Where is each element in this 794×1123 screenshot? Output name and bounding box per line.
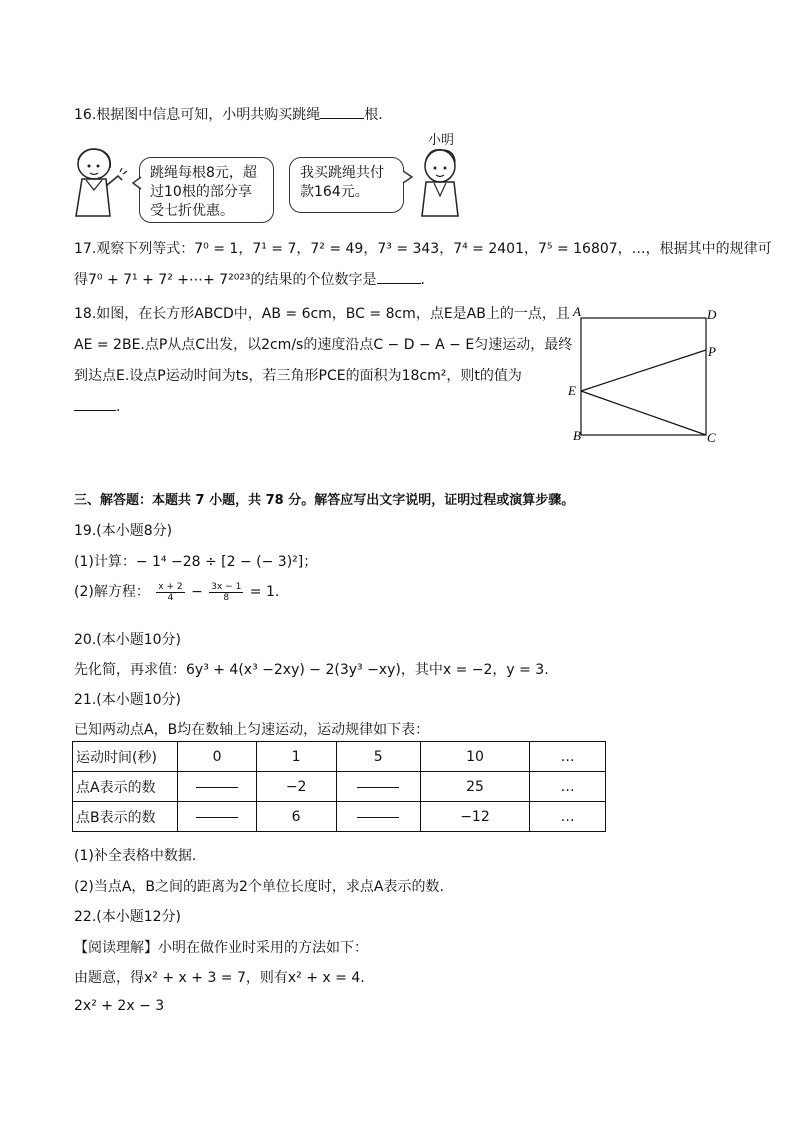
girl-illustration xyxy=(64,146,134,218)
table-cell: … xyxy=(530,802,606,832)
table-cell: 运动时间(秒) xyxy=(73,742,178,772)
label-d: D xyxy=(707,307,717,322)
table-cell: 点A表示的数 xyxy=(73,772,178,802)
table-cell: 1 xyxy=(256,742,336,772)
speech-bubble-right: 我买跳绳共付款164元。 xyxy=(289,157,404,213)
table-cell: … xyxy=(530,772,606,802)
q19-part1: (1)计算：− 1⁴ −28 ÷ [2 − (− 3)²]； xyxy=(74,554,318,570)
table-blank-cell[interactable] xyxy=(178,772,256,802)
q22-title: 22.(本小题12分) xyxy=(74,909,182,925)
label-c: C xyxy=(707,430,716,445)
section-heading: 三、解答题：本题共 7 小题，共 78 分。解答应写出文字说明，证明过程或演算步骤。 xyxy=(74,493,575,508)
motion-table xyxy=(72,741,606,832)
table-row xyxy=(73,802,606,832)
fraction-2: $\frac{3x - 1}{8}$ xyxy=(211,581,242,603)
q18-line2: AE = 2BE.点P从点C出发，以2cm/s的速度沿点C − D − A − E匀速运动，最终 xyxy=(74,337,573,353)
q20-title: 20.(本小题10分) xyxy=(74,632,182,648)
q21-part1: (1)补全表格中数据. xyxy=(74,848,197,864)
rectangle-abcd xyxy=(581,318,706,435)
q22-line2: 由题意，得x² + x + 3 = 7，则有x² + x = 4. xyxy=(74,970,365,986)
answer-blank[interactable] xyxy=(74,396,116,411)
table-cell: 0 xyxy=(178,742,256,772)
label-b: B xyxy=(573,428,581,443)
table-cell: −12 xyxy=(420,802,529,832)
q18-line4: . xyxy=(74,396,120,415)
q18-line3: 到达点E.设点P运动时间为ts，若三角形PCE的面积为18cm²，则t的值为 xyxy=(74,368,522,384)
q22-line1: 【阅读理解】小明在做作业时采用的方法如下： xyxy=(74,940,368,956)
segment-ec xyxy=(581,391,706,435)
table-cell: 25 xyxy=(420,772,529,802)
table-row xyxy=(73,742,606,772)
label-e: E xyxy=(568,383,576,398)
label-a: A xyxy=(573,304,581,319)
speech-bubble-left: 跳绳每根8元，超过10根的部分享受七折优惠。 xyxy=(139,157,274,223)
bubble-tail-left xyxy=(132,176,142,190)
fraction-1: $\frac{x + 2}{4}$ xyxy=(158,581,183,603)
segment-ep xyxy=(581,350,706,391)
q17-line1: 17.观察下列等式：7⁰ = 1，7¹ = 7，7² = 49，7³ = 343，7⁴ = 2401，7⁵ = 16807，…，根据其中的规律可 xyxy=(74,241,772,257)
bubble-tail-right xyxy=(402,170,414,184)
q20-text: 先化简，再求值：6y³ + 4(x³ −2xy) − 2(3y³ −xy)，其中x = −2，y = 3. xyxy=(74,662,549,678)
table-row xyxy=(73,772,606,802)
table-cell: 10 xyxy=(420,742,529,772)
table-blank-cell[interactable] xyxy=(336,772,420,802)
q21-title: 21.(本小题10分) xyxy=(74,692,182,708)
q16-text: 16.根据图中信息可知，小明共购买跳绳 根. xyxy=(74,104,383,124)
q19-title: 19.(本小题8分) xyxy=(74,523,173,539)
table-cell: … xyxy=(530,742,606,772)
table-cell: 6 xyxy=(256,802,336,832)
q21-part2: (2)当点A，B之间的距离为2个单位长度时，求点A表示的数. xyxy=(74,879,444,895)
table-blank-cell[interactable] xyxy=(178,802,256,832)
q18-line1: 18.如图，在长方形ABCD中，AB = 6cm，BC = 8cm，点E是AB上的一点，且 xyxy=(74,306,570,322)
table-blank-cell[interactable] xyxy=(336,802,420,832)
q19-part2: (2)解方程： $\frac{x + 2}{4}$ − $\frac{3x - 1}{8}$ = 1. xyxy=(74,581,280,603)
label-p: P xyxy=(708,344,716,359)
boy-illustration xyxy=(418,146,464,218)
q22-line3: 2x² + 2x − 3 xyxy=(74,998,165,1014)
table-cell: −2 xyxy=(256,772,336,802)
answer-blank[interactable] xyxy=(320,104,364,119)
q21-intro: 已知两动点A，B均在数轴上匀速运动，运动规律如下表： xyxy=(74,722,430,738)
table-cell: 5 xyxy=(336,742,420,772)
rectangle-diagram xyxy=(565,303,725,448)
q17-line2: 得7⁰ + 7¹ + 7² +⋯+ 7²⁰²³的结果的个位数字是 . xyxy=(74,269,425,289)
answer-blank[interactable] xyxy=(377,269,421,284)
table-cell: 点B表示的数 xyxy=(73,802,178,832)
xiaoming-label: 小明 xyxy=(428,133,455,148)
